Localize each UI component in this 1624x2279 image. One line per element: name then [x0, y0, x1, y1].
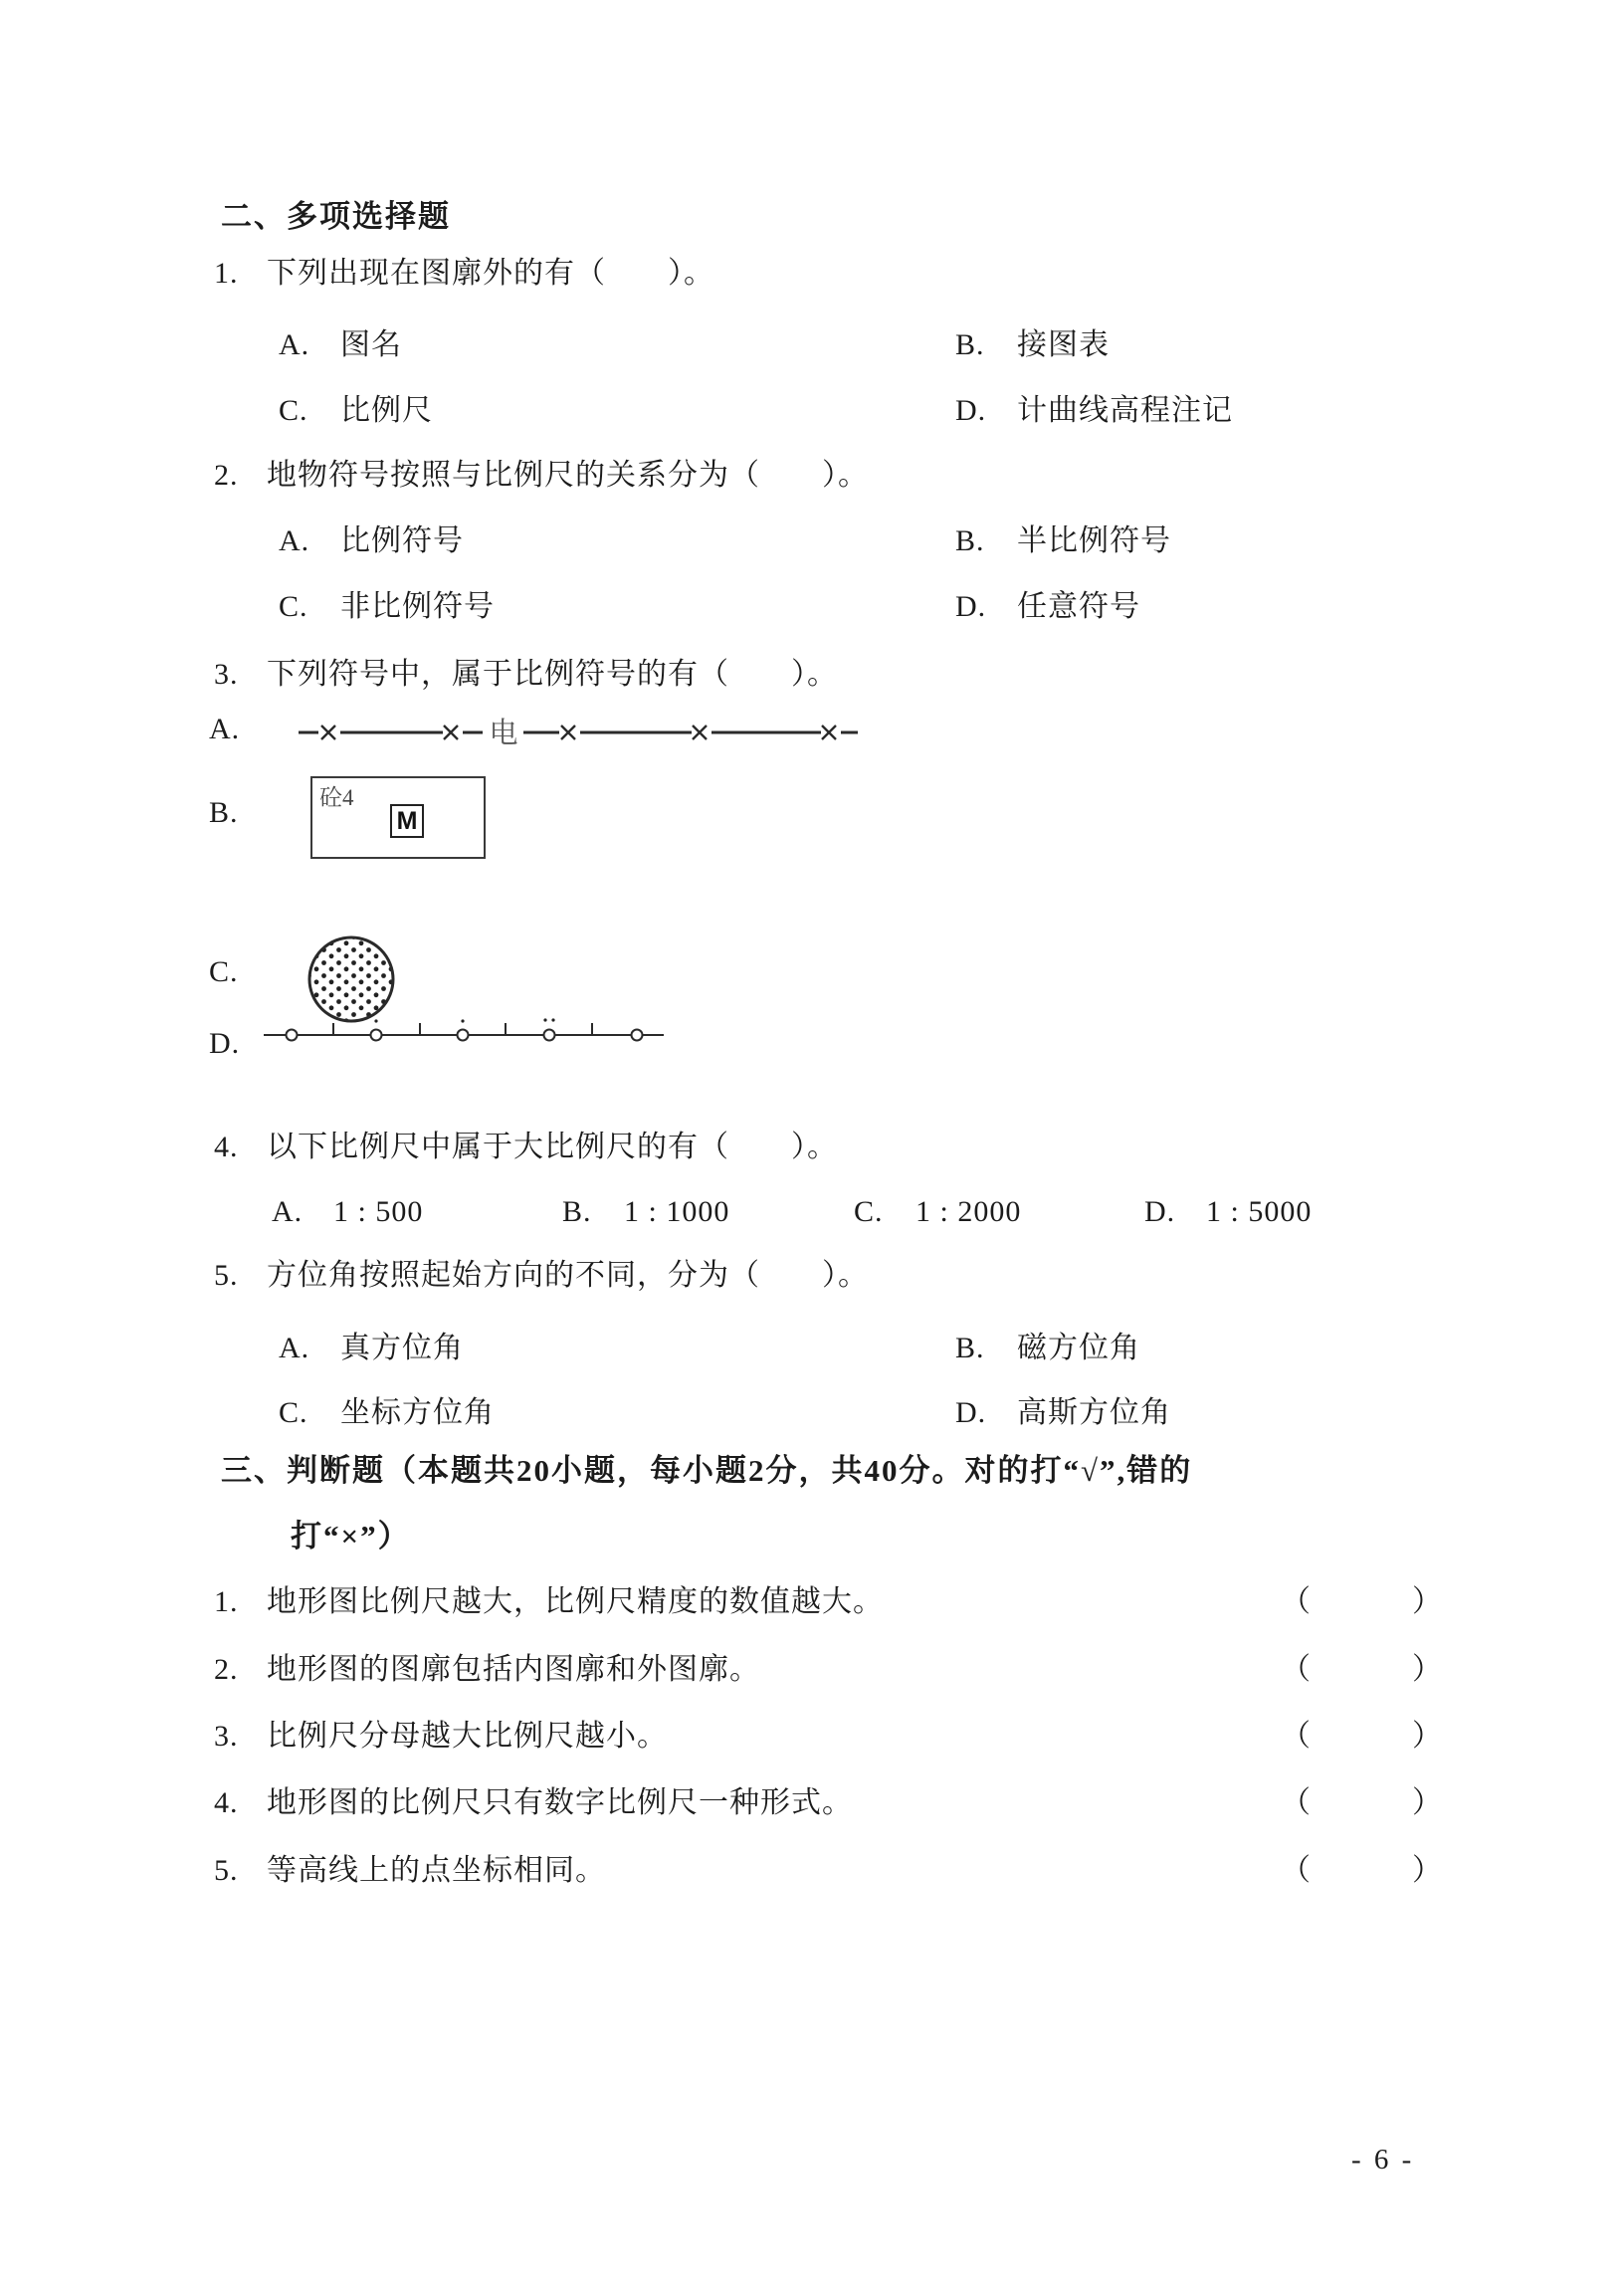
- option-text: 1 : 500: [333, 1195, 424, 1228]
- building-mark-label: M: [396, 806, 418, 835]
- section-judge-heading-line2: 打“×”）: [291, 1519, 411, 1554]
- question-number: 4.: [214, 1786, 239, 1819]
- mc-q1-stem: [214, 254, 714, 294]
- option-text: 1 : 1000: [624, 1195, 730, 1228]
- section-judge-heading-line1: 三、判断题（本题共20小题，每小题2分，共40分。对的打“√”,错的: [221, 1453, 1193, 1488]
- judge-item-2: [214, 1650, 1508, 1690]
- mc-q2-option-b: [955, 521, 1171, 561]
- option-label: B.: [955, 1332, 985, 1364]
- mc-q4-option-b: [562, 1192, 729, 1232]
- option-text: 图名: [340, 328, 402, 361]
- answer-blank: （ ）: [1281, 1786, 1456, 1819]
- option-text: 坐标方位角: [340, 1396, 495, 1429]
- judge-item-1: [214, 1582, 1508, 1622]
- option-label: A.: [279, 524, 310, 557]
- powerline-label-text: 电: [489, 718, 518, 749]
- mc-q1-option-b: [955, 325, 1110, 365]
- option-label: D.: [955, 590, 987, 623]
- option-text: 真方位角: [340, 1332, 464, 1364]
- option-label: D.: [1144, 1195, 1176, 1228]
- option-text: 高斯方位角: [1017, 1396, 1171, 1429]
- dotted-circle-outline: [309, 937, 393, 1021]
- question-number: 1.: [214, 1585, 239, 1618]
- option-label: C.: [854, 1195, 884, 1228]
- option-label: B.: [209, 796, 239, 829]
- mc-q5-options-row1: [279, 1329, 1140, 1368]
- mc-q4-stem: [214, 1128, 838, 1167]
- answer-blank: （ ）: [1281, 1585, 1456, 1618]
- building-symbol: [310, 776, 486, 859]
- question-text: 等高线上的点坐标相同。: [267, 1854, 606, 1887]
- option-label: A.: [279, 1332, 310, 1364]
- option-label: C.: [209, 955, 239, 988]
- mc-q4-option-c: [854, 1192, 1021, 1232]
- answer-blank: （ ）: [1281, 1854, 1456, 1887]
- option-text: 接图表: [1017, 328, 1110, 361]
- question-number: 5.: [214, 1854, 239, 1887]
- option-text: 计曲线高程注记: [1017, 394, 1233, 427]
- option-text: 比例尺: [340, 394, 433, 427]
- mc-q5-options-row2: [279, 1393, 1171, 1433]
- option-text: 非比例符号: [340, 590, 495, 623]
- option-label: C.: [279, 590, 308, 623]
- mc-q3-stem: [214, 655, 838, 695]
- question-number: 3.: [214, 658, 239, 691]
- powerline-symbol: [299, 709, 861, 754]
- question-number: 1.: [214, 257, 239, 290]
- option-text: 1 : 5000: [1206, 1195, 1313, 1228]
- option-text: 任意符号: [1017, 590, 1140, 623]
- question-text: 地物符号按照与比例尺的关系分为（ ）。: [267, 459, 869, 492]
- answer-blank: （ ）: [1281, 1720, 1456, 1753]
- option-label: C.: [279, 394, 308, 427]
- section-mc-heading: 二、多项选择题: [221, 199, 451, 234]
- mc-q4-option-d: [1144, 1192, 1312, 1232]
- option-text: 比例符号: [340, 524, 464, 557]
- mc-q5-option-d: [955, 1393, 1171, 1433]
- building-mark-box: [390, 804, 424, 838]
- option-label: D.: [209, 1027, 241, 1060]
- option-label: B.: [562, 1195, 592, 1228]
- dotted-circle-symbol: [305, 933, 397, 1025]
- question-text: 以下比例尺中属于大比例尺的有（ ）。: [267, 1131, 838, 1163]
- mc-q5-stem: [214, 1256, 869, 1296]
- mc-q1-options-row2: [279, 391, 1233, 431]
- option-label: C.: [279, 1396, 308, 1429]
- option-label: D.: [955, 394, 987, 427]
- mc-q2-options-row1: [279, 521, 1171, 561]
- question-number: 5.: [214, 1259, 239, 1292]
- option-text: 磁方位角: [1017, 1332, 1140, 1364]
- mc-q2-option-d: [955, 587, 1140, 627]
- option-label: D.: [955, 1396, 987, 1429]
- option-label: B.: [955, 328, 985, 361]
- mc-q5-option-b: [955, 1329, 1140, 1368]
- option-label: A.: [209, 713, 241, 745]
- question-number: 2.: [214, 1653, 239, 1686]
- page-number: - 6 -: [1351, 2144, 1415, 2175]
- question-text: 下列出现在图廓外的有（ ）。: [267, 257, 714, 290]
- judge-item-4: [214, 1783, 1508, 1823]
- judge-item-3: [214, 1717, 1508, 1757]
- circle-line-symbol: [264, 1013, 670, 1051]
- mc-q2-stem: [214, 456, 869, 496]
- mc-q1-option-d: [955, 391, 1233, 431]
- mc-q2-options-row2: [279, 587, 1140, 627]
- circle-line-dots: [374, 1018, 554, 1022]
- option-text: 1 : 2000: [915, 1195, 1022, 1228]
- question-number: 2.: [214, 459, 239, 492]
- mc-q4-option-a: [272, 1192, 423, 1232]
- question-text: 比例尺分母越大比例尺越小。: [267, 1720, 668, 1753]
- mc-q1-options-row1: [279, 325, 1110, 365]
- option-text: 半比例符号: [1017, 524, 1171, 557]
- judge-item-5: [214, 1851, 1508, 1891]
- building-material-label: 砼4: [319, 785, 354, 810]
- question-number: 3.: [214, 1720, 239, 1753]
- question-text: 地形图的图廓包括内图廓和外图廓。: [267, 1653, 760, 1686]
- question-number: 4.: [214, 1131, 239, 1163]
- question-text: 地形图比例尺越大，比例尺精度的数值越大。: [267, 1585, 884, 1618]
- option-label: B.: [955, 524, 985, 557]
- option-label: A.: [272, 1195, 304, 1228]
- question-text: 下列符号中，属于比例符号的有（ ）。: [267, 658, 838, 691]
- question-text: 方位角按照起始方向的不同，分为（ ）。: [267, 1259, 869, 1292]
- option-label: A.: [279, 328, 310, 361]
- answer-blank: （ ）: [1281, 1653, 1456, 1686]
- question-text: 地形图的比例尺只有数字比例尺一种形式。: [267, 1786, 853, 1819]
